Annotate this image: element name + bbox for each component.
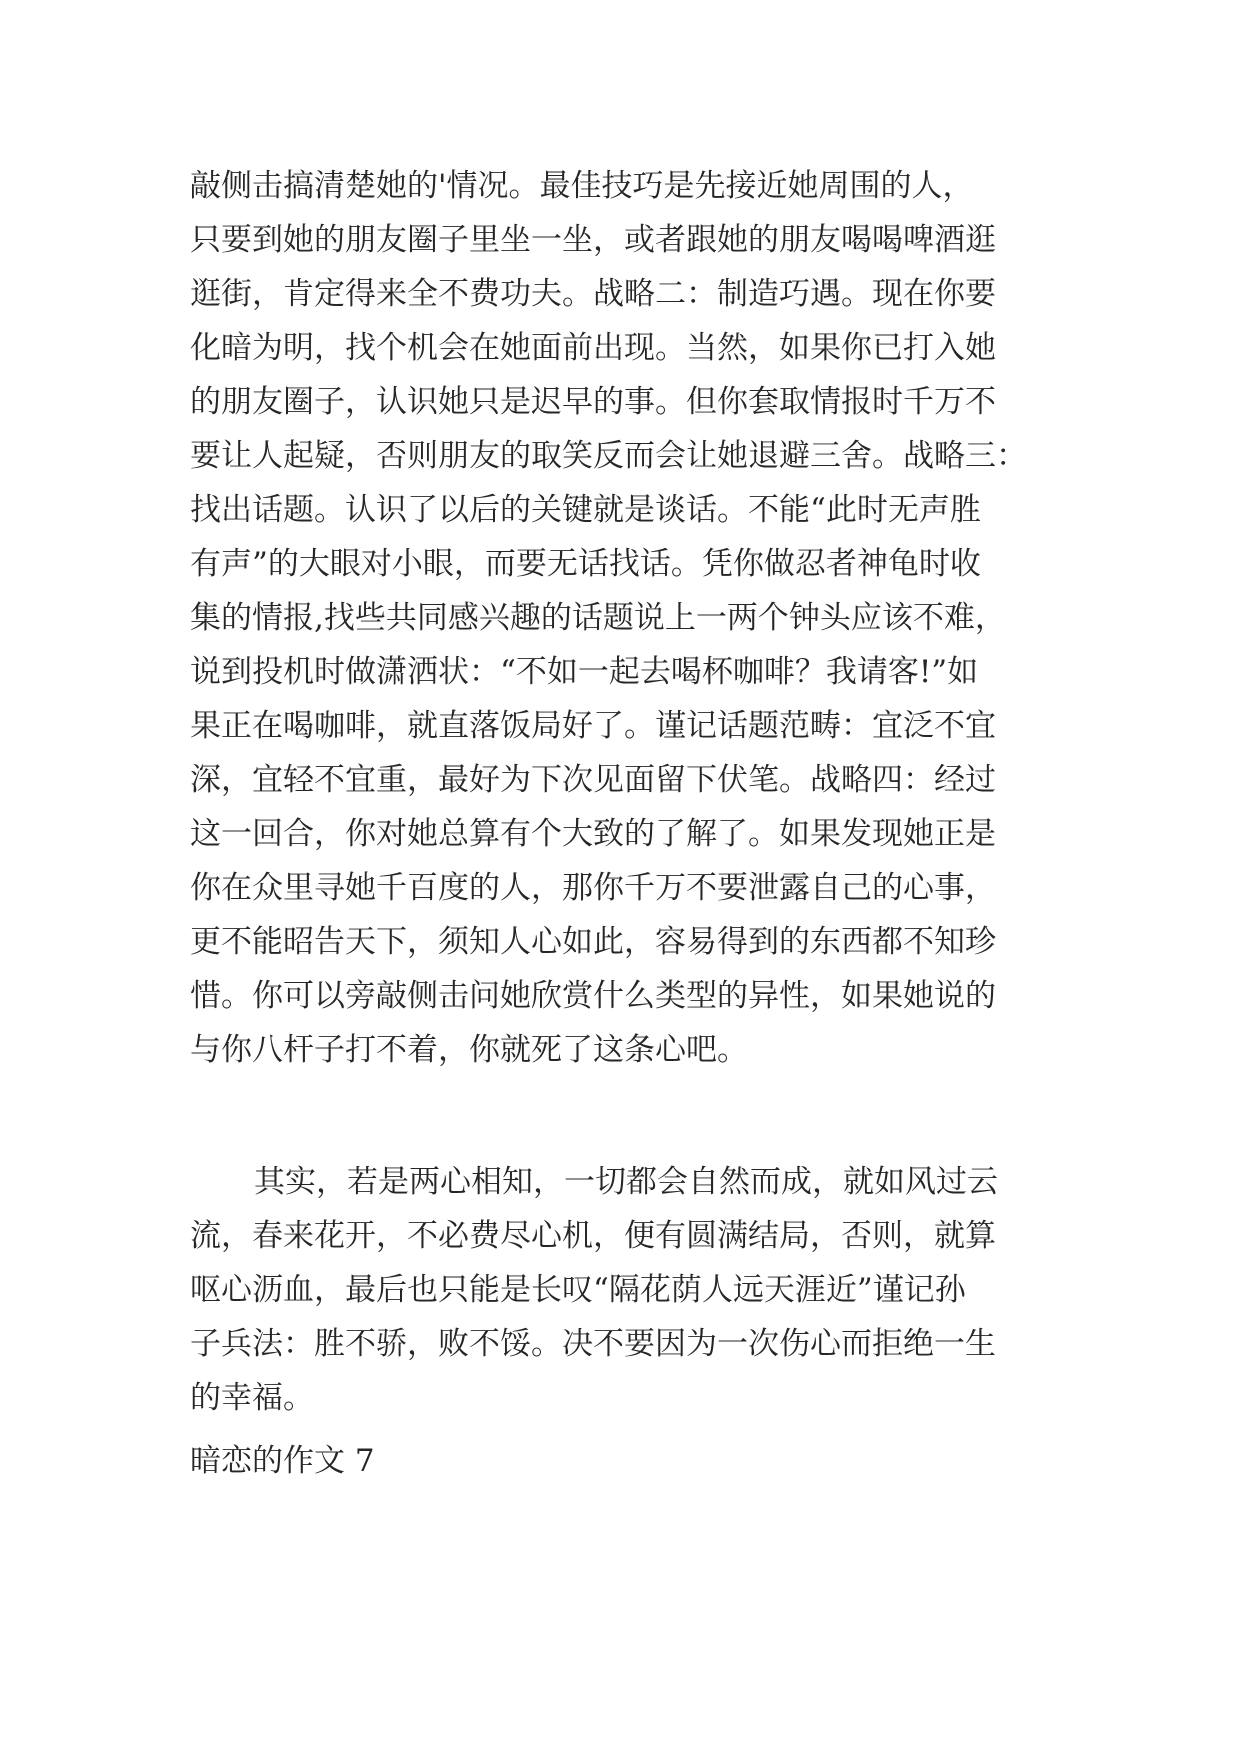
- paragraph-line: 说到投机时做潇洒状：“不如一起去喝杯咖啡？我请客!”如: [190, 654, 979, 690]
- paragraph-2: [190, 1155, 1070, 1425]
- paragraph-1: [190, 159, 1070, 1077]
- paragraph-line: 与你八杆子打不着，你就死了这条心吧。: [190, 1032, 748, 1068]
- paragraph-line: 这一回合，你对她总算有个大致的了解了。如果发现她正是: [190, 816, 996, 852]
- paragraph-line: 果正在喝咖啡，就直落饭局好了。谨记话题范畴：宜泛不宜: [190, 708, 996, 744]
- paragraph-line: 呕心沥血，最后也只能是长叹“隔花荫人远天涯近”谨记孙: [190, 1272, 966, 1308]
- paragraph-line: 的朋友圈子，认识她只是迟早的事。但你套取情报时千万不: [190, 384, 996, 420]
- paragraph-line: 有声”的大眼对小眼，而要无话找话。凭你做忍者神龟时收: [190, 546, 981, 582]
- paragraph-line: 化暗为明，找个机会在她面前出现。当然，如果你已打入她: [190, 330, 996, 366]
- paragraph-line: 集的情报,找些共同感兴趣的话题说上一两个钟头应该不难，: [190, 600, 1006, 636]
- paragraph-line: 你在众里寻她千百度的人，那你千万不要泄露自己的心事，: [190, 870, 996, 906]
- paragraph-line: 流，春来花开，不必费尽心机，便有圆满结局，否则，就算: [190, 1218, 996, 1254]
- section-heading: 暗恋的作文 7: [190, 1443, 375, 1479]
- paragraph-line: 的幸福。: [190, 1380, 314, 1416]
- paragraph-line: 深，宜轻不宜重，最好为下次见面留下伏笔。战略四：经过: [190, 762, 996, 798]
- paragraph-line: 惜。你可以旁敲侧击问她欣赏什么类型的异性，如果她说的: [190, 978, 996, 1014]
- paragraph-line: 其实，若是两心相知，一切都会自然而成，就如风过云: [254, 1164, 998, 1200]
- paragraph-line: 更不能昭告天下，须知人心如此，容易得到的东西都不知珍: [190, 924, 996, 960]
- paragraph-line: 逛街，肯定得来全不费功夫。战略二：制造巧遇。现在你要: [190, 276, 996, 312]
- paragraph-line: 找出话题。认识了以后的关键就是谈话。不能“此时无声胜: [190, 492, 981, 528]
- paragraph-line: 敲侧击搞清楚她的'情况。最佳技巧是先接近她周围的人，: [190, 168, 974, 204]
- paragraph-line: 子兵法：胜不骄，败不馁。决不要因为一次伤心而拒绝一生: [190, 1326, 996, 1362]
- paragraph-line: 要让人起疑，否则朋友的取笑反而会让她退避三舍。战略三：: [190, 438, 1027, 474]
- paragraph-line: 只要到她的朋友圈子里坐一坐，或者跟她的朋友喝喝啤酒逛: [190, 222, 996, 258]
